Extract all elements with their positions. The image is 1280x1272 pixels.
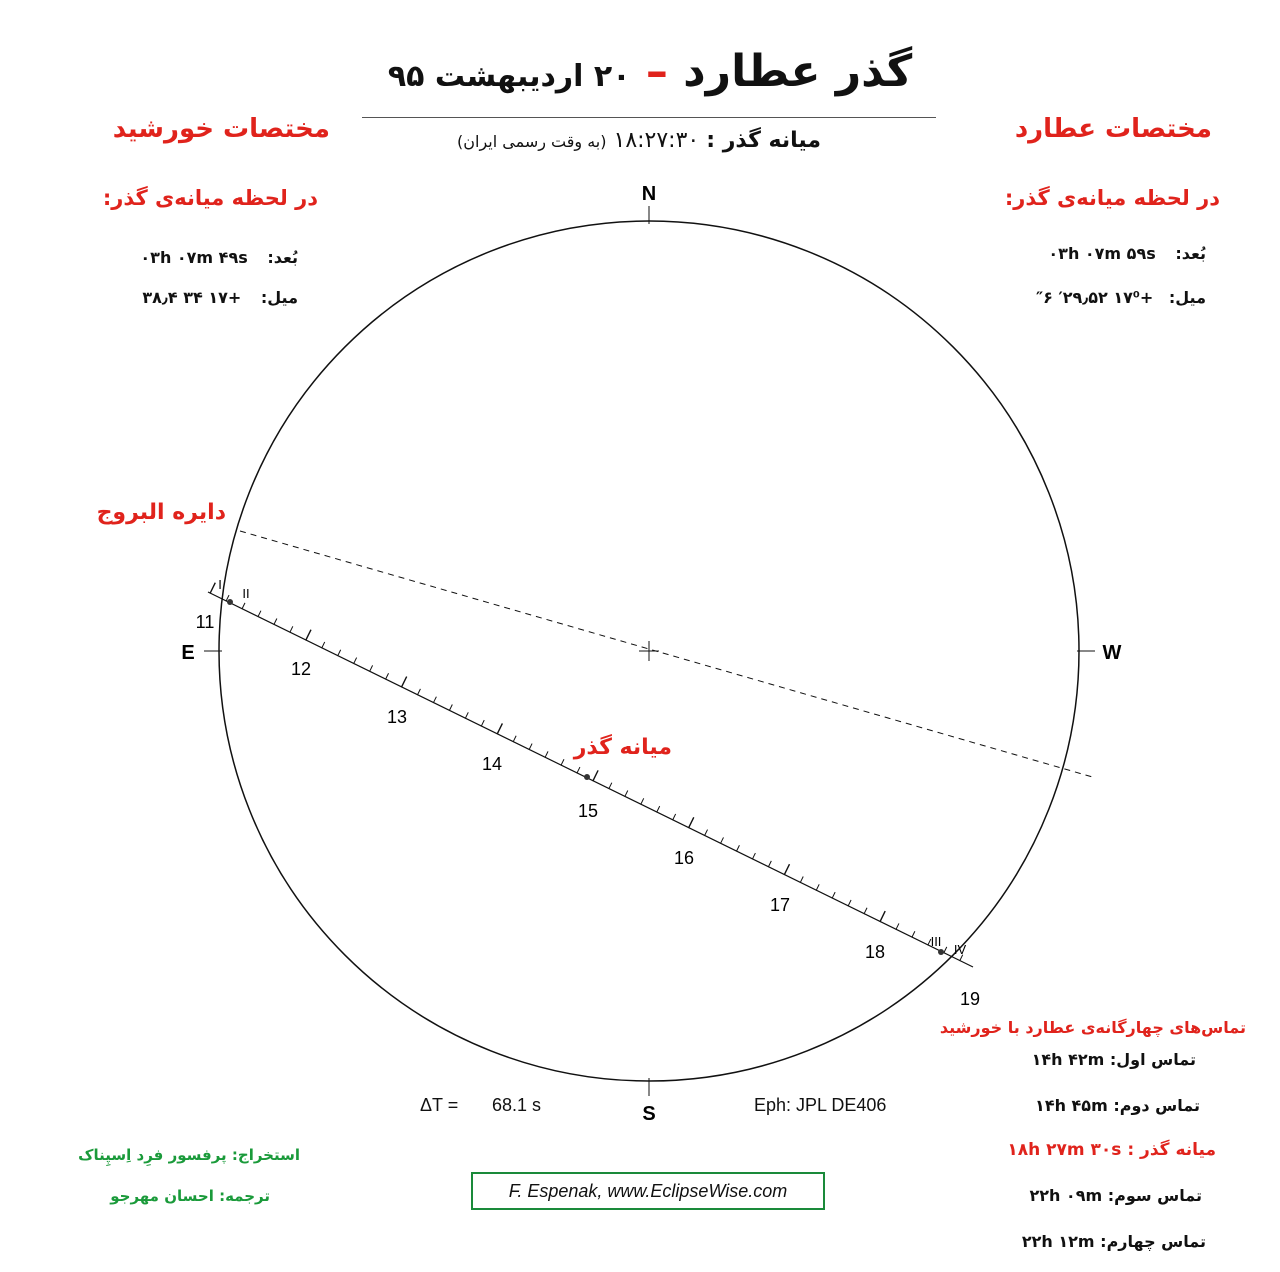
mercury-subheader: در لحظه میانه‌ی گذر: [1004, 186, 1220, 210]
mid-transit-point [584, 774, 590, 780]
title-date: ۲۰ اردیبهشت ۹۵ [387, 59, 631, 94]
minute-tick [290, 626, 293, 632]
hour-label-18: 18 [864, 942, 886, 962]
hour-label-16: 16 [673, 848, 695, 868]
minute-tick [720, 837, 723, 843]
minute-tick [258, 611, 261, 617]
contact-point-iii [938, 949, 944, 955]
mid-transit-note: (به وقت رسمی ایران) [457, 132, 607, 151]
ephemeris-label: Eph: JPL DE406 [754, 1095, 887, 1115]
minute-tick [641, 798, 644, 804]
path-ticks [210, 583, 963, 961]
minute-tick [545, 751, 548, 757]
hour-label-11: 11 [195, 612, 215, 632]
mercury-dec-value: +۱۷⁰ ۲۹٫۵۲′ ۶″ [1036, 288, 1154, 307]
contact-third [1012, 1186, 1202, 1205]
minute-tick [465, 712, 468, 718]
contact-first [1016, 1050, 1196, 1069]
contact-point-ii [227, 599, 233, 605]
hour-tick [210, 583, 215, 594]
hour-tick [497, 723, 502, 734]
minute-tick [896, 923, 899, 929]
sun-header: مختصات خورشید [112, 114, 330, 144]
minute-tick [609, 783, 612, 789]
minute-tick [768, 861, 771, 867]
contact-fourth-label: تماس چهارم: [1100, 1232, 1206, 1251]
extraction-credit: استخراج: پرفسور فرِد اِسپِناک [78, 1146, 300, 1164]
ecliptic-label: دایره البروج [96, 500, 226, 525]
contact-second-label: تماس دوم: [1113, 1096, 1200, 1115]
mid-transit-label: میانه گذر : [706, 128, 821, 153]
translation-credit: ترجمه: احسان مهرجو [110, 1187, 270, 1205]
minute-tick [704, 830, 707, 836]
contact-first-value: ۱۴h ۴۲m [1031, 1050, 1105, 1069]
minute-tick [625, 790, 628, 796]
mercury-path [208, 592, 973, 967]
mercury-ra-label: بُعد: [1175, 244, 1206, 263]
minute-tick [561, 759, 564, 765]
sun-subheader: در لحظه میانه‌ی گذر: [102, 186, 318, 210]
minute-tick [481, 720, 484, 726]
contact-fourth-value: ۲۲h ۱۲m [1021, 1232, 1095, 1251]
minute-tick [417, 689, 420, 695]
contact-first-label: تماس اول: [1109, 1050, 1196, 1069]
title-main: گذر عطارد [683, 46, 913, 97]
hour-label-14: 14 [481, 754, 503, 774]
hour-label-12: 12 [290, 659, 312, 679]
hour-tick [689, 817, 694, 828]
sun-ra-label: بُعد: [267, 248, 298, 267]
minute-tick [577, 767, 580, 773]
minute-tick [242, 603, 245, 609]
mercury-header: مختصات عطارد [1014, 114, 1212, 144]
contact-third-value: ۲۲h ۰۹m [1029, 1186, 1103, 1205]
east-label: E [181, 642, 195, 664]
minute-tick [354, 658, 357, 664]
mercury-ra-value: ۰۳h ۰۷m ۵۹s [1048, 244, 1156, 263]
minute-tick [385, 673, 388, 679]
contact-label-ii: II [242, 586, 250, 601]
mid-transit-label-diagram: میانه گذر [573, 735, 672, 760]
minute-tick [657, 806, 660, 812]
hour-tick [784, 864, 789, 875]
hour-label-17: 17 [769, 895, 791, 915]
minute-tick [864, 908, 867, 914]
hour-tick [306, 630, 311, 641]
minute-tick [800, 877, 803, 883]
minute-tick [752, 853, 755, 859]
minute-tick [944, 947, 947, 953]
minute-tick [848, 900, 851, 906]
contact-mid-value: ۱۸h ۲۷m ۳۰s [1007, 1140, 1122, 1160]
contact-mid-label: میانه گذر : [1127, 1140, 1216, 1160]
contact-fourth [1010, 1232, 1206, 1251]
minute-tick [673, 814, 676, 820]
minute-tick [529, 744, 532, 750]
south-label: S [642, 1103, 656, 1125]
hour-tick [593, 770, 598, 781]
delta-t-label: ΔT = [420, 1095, 459, 1115]
contacts-header: تماس‌های چهارگانه‌ی عطارد با خورشید [939, 1018, 1246, 1037]
mercury-dec-label: میل: [1168, 288, 1206, 307]
minute-tick [449, 704, 452, 710]
hour-tick [880, 911, 885, 922]
sun-dec-label: میل: [260, 288, 298, 307]
credit-box: F. Espenak, www.EclipseWise.com [471, 1172, 825, 1210]
minute-tick [370, 665, 373, 671]
title-dash: – [645, 46, 668, 97]
minute-tick [832, 892, 835, 898]
minute-tick [736, 845, 739, 851]
contact-second-value: ۱۴h ۴۵m [1035, 1096, 1108, 1115]
hour-tick [401, 677, 406, 688]
contact-third-label: تماس سوم: [1107, 1186, 1202, 1205]
minute-tick [322, 642, 325, 648]
minute-tick [433, 697, 436, 703]
sun-dec-value: +۱۷ ۳۴ ۳۸٫۴ [142, 288, 242, 307]
hour-label-19: 19 [959, 989, 981, 1009]
minute-tick [338, 650, 341, 656]
mid-transit-value: ۱۸:۲۷:۳۰ [613, 128, 700, 153]
contact-label-iv: IV [953, 942, 967, 957]
minute-tick [816, 884, 819, 890]
north-label: N [641, 183, 657, 205]
sun-ra-value: ۰۳h ۰۷m ۴۹s [140, 248, 248, 267]
minute-tick [513, 736, 516, 742]
minute-tick [912, 931, 915, 937]
contact-second [1016, 1096, 1200, 1115]
minute-tick [274, 618, 277, 624]
delta-t-value: 68.1 s [492, 1095, 542, 1115]
contact-label-iii: III [930, 934, 942, 949]
hour-label-15: 15 [577, 801, 599, 821]
west-label: W [1102, 642, 1122, 664]
hour-label-13: 13 [386, 707, 408, 727]
contact-mid [996, 1140, 1216, 1160]
contact-label-i: I [218, 577, 222, 592]
